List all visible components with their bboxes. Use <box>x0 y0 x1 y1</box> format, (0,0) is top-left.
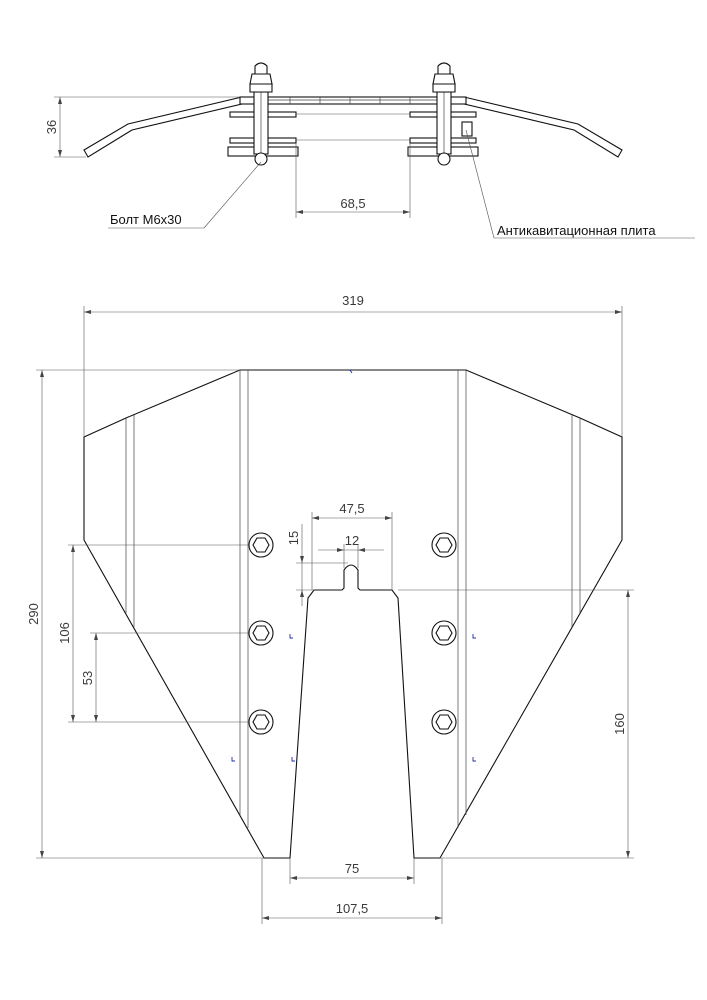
dim-cutout-length-text: 160 <box>612 713 627 735</box>
dim-slot-width-text: 12 <box>344 533 360 548</box>
dim-hole-row-span-text: 106 <box>57 622 72 644</box>
side-view-plate-left-wing <box>84 97 246 157</box>
side-view-nut-right <box>433 74 455 84</box>
callout-plate-label: Антикавитационная плита <box>497 223 656 238</box>
side-view-plate-right-wing <box>460 97 622 157</box>
side-view-plate-center <box>240 97 466 104</box>
side-view-bracket-left <box>228 63 298 165</box>
side-view-bolt-head-left <box>255 153 267 165</box>
callout-plate <box>466 130 695 238</box>
dim-cutout-width <box>290 858 414 884</box>
dim-bracket-spacing-text: 68,5 <box>340 196 366 211</box>
side-view-bolt-head-right <box>438 153 450 165</box>
bolt-hole-right-top <box>432 533 456 557</box>
callout-bolt <box>108 162 261 228</box>
side-view-bracket-right <box>408 63 478 165</box>
side-view <box>44 63 695 238</box>
dim-hole-column-spacing-text: 47,5 <box>339 501 365 516</box>
dim-overall-length-text: 290 <box>26 603 41 625</box>
dim-hole-pitch-text: 53 <box>80 670 95 686</box>
callout-bolt-label: Болт М6х30 <box>110 212 182 227</box>
dim-slot-depth-text: 15 <box>286 530 301 546</box>
dim-side-height-text: 36 <box>44 119 59 135</box>
dim-trailing-edge-width-text: 107,5 <box>335 901 369 916</box>
plan-view <box>26 293 634 924</box>
bolt-hole-left-middle <box>249 621 273 645</box>
dim-bracket-spacing <box>296 143 410 218</box>
dim-cutout-width-text: 75 <box>344 861 360 876</box>
dim-overall-width-text: 319 <box>342 293 364 308</box>
plan-view-plate-outline <box>84 370 622 858</box>
side-view-nut-left <box>250 74 272 84</box>
bolt-hole-left-bottom <box>249 710 273 734</box>
bolt-hole-left-top <box>249 533 273 557</box>
bolt-hole-right-middle <box>432 621 456 645</box>
bolt-hole-right-bottom <box>432 710 456 734</box>
